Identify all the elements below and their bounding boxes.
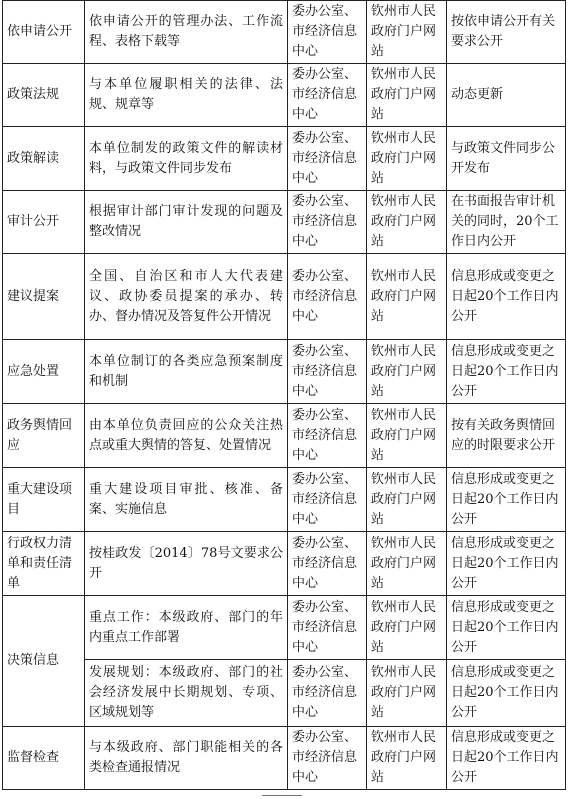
channel-cell: 钦州市人民政府门户网站 [367, 660, 447, 727]
department-cell: 委办公室、市经济信息中心 [288, 596, 367, 660]
content-cell: 本单位制发的政策文件的解读材料，与政策文件同步发布 [85, 127, 288, 191]
category-cell: 政务舆情回应 [3, 404, 85, 468]
content-cell: 与本单位履职相关的法律、法规、规章等 [85, 64, 288, 127]
disclosure-table [2, 0, 566, 790]
table-row [3, 727, 566, 790]
department-cell: 委办公室、市经济信息中心 [288, 64, 367, 127]
timing-cell: 信息形成或变更之日起20个工作日内公开 [447, 596, 566, 660]
timing-cell: 按依申请公开有关要求公开 [447, 1, 566, 64]
channel-cell: 钦州市人民政府门户网站 [367, 340, 447, 404]
department-cell: 委办公室、市经济信息中心 [288, 127, 367, 191]
department-cell: 委办公室、市经济信息中心 [288, 1, 367, 64]
timing-cell: 信息形成或变更之日起20个工作日内公开 [447, 532, 566, 596]
timing-cell: 信息形成或变更之日起20个工作日内公开 [447, 340, 566, 404]
category-cell: 重大建设项目 [3, 468, 85, 532]
content-cell: 依申请公开的管理办法、工作流程、表格下载等 [85, 1, 288, 64]
table-row [3, 64, 566, 127]
table-row [3, 254, 566, 340]
department-cell: 委办公室、市经济信息中心 [288, 404, 367, 468]
content-cell: 重点工作：本级政府、部门的年内重点工作部署 [85, 596, 288, 660]
channel-cell: 钦州市人民政府门户网站 [367, 596, 447, 660]
category-cell: 行政权力清单和责任清单 [3, 532, 85, 596]
timing-cell: 信息形成或变更之日起20个工作日内公开 [447, 254, 566, 340]
category-cell: 审计公开 [3, 191, 85, 254]
content-cell: 按桂政发〔2014〕78号文要求公开 [85, 532, 288, 596]
timing-cell: 信息形成或变更之日起20个工作日内公开 [447, 468, 566, 532]
channel-cell: 钦州市人民政府门户网站 [367, 404, 447, 468]
table-row [3, 191, 566, 254]
timing-cell: 信息形成或变更之日起20个工作日内公开 [447, 727, 566, 790]
category-cell: 监督检查 [3, 727, 85, 790]
category-cell: 应急处置 [3, 340, 85, 404]
channel-cell: 钦州市人民政府门户网站 [367, 64, 447, 127]
timing-cell: 按有关政务舆情回应的时限要求公开 [447, 404, 566, 468]
content-cell: 本单位制订的各类应急预案制度和机制 [85, 340, 288, 404]
channel-cell: 钦州市人民政府门户网站 [367, 532, 447, 596]
table-row [3, 532, 566, 596]
category-cell: 政策解读 [3, 127, 85, 191]
department-cell: 委办公室、市经济信息中心 [288, 468, 367, 532]
category-cell: 决策信息 [3, 596, 85, 727]
department-cell: 委办公室、市经济信息中心 [288, 191, 367, 254]
content-cell: 根据审计部门审计发现的问题及整改情况 [85, 191, 288, 254]
category-cell: 政策法规 [3, 64, 85, 127]
content-cell: 全国、自治区和市人大代表建议、政协委员提案的承办、转办、督办情况及答复件公开情况 [85, 254, 288, 340]
channel-cell: 钦州市人民政府门户网站 [367, 254, 447, 340]
content-cell: 与本级政府、部门职能相关的各类检查通报情况 [85, 727, 288, 790]
timing-cell: 在书面报告审计机关的同时，20个工作日内公开 [447, 191, 566, 254]
table-row [3, 660, 566, 727]
channel-cell: 钦州市人民政府门户网站 [367, 727, 447, 790]
category-cell: 建议提案 [3, 254, 85, 340]
content-cell: 由本单位负责回应的公众关注热点或重大舆情的答复、处置情况 [85, 404, 288, 468]
page-divider [262, 795, 302, 796]
department-cell: 委办公室、市经济信息中心 [288, 727, 367, 790]
department-cell: 委办公室、市经济信息中心 [288, 660, 367, 727]
timing-cell: 信息形成或变更之日起20个工作日内公开 [447, 660, 566, 727]
table-row [3, 1, 566, 64]
timing-cell: 动态更新 [447, 64, 566, 127]
department-cell: 委办公室、市经济信息中心 [288, 532, 367, 596]
content-cell: 重大建设项目审批、核准、备案、实施信息 [85, 468, 288, 532]
channel-cell: 钦州市人民政府门户网站 [367, 127, 447, 191]
table-row [3, 596, 566, 660]
category-cell: 依申请公开 [3, 1, 85, 64]
department-cell: 委办公室、市经济信息中心 [288, 254, 367, 340]
timing-cell: 与政策文件同步公开发布 [447, 127, 566, 191]
channel-cell: 钦州市人民政府门户网站 [367, 1, 447, 64]
department-cell: 委办公室、市经济信息中心 [288, 340, 367, 404]
channel-cell: 钦州市人民政府门户网站 [367, 191, 447, 254]
table-row [3, 468, 566, 532]
channel-cell: 钦州市人民政府门户网站 [367, 468, 447, 532]
content-cell: 发展规划：本级政府、部门的社会经济发展中长期规划、专项、区域规划等 [85, 660, 288, 727]
table-row [3, 340, 566, 404]
table-row [3, 127, 566, 191]
table-row [3, 404, 566, 468]
